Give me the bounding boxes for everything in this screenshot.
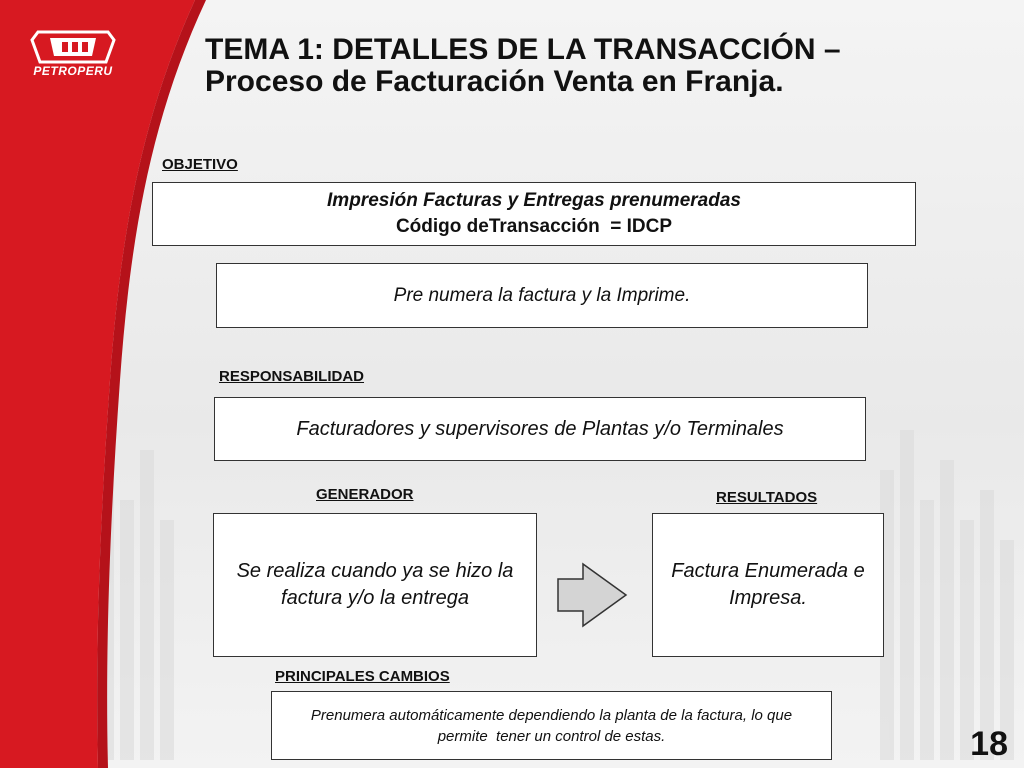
- objetivo-description: Pre numera la factura y la Imprime.: [393, 284, 691, 306]
- logo-text: PETROPERU: [33, 64, 113, 78]
- principales-cambios-text: Prenumera automáticamente dependiendo la planta de la factura, lo que permite tener un control de estas.: [310, 706, 797, 745]
- resultados-label: RESULTADOS: [716, 489, 818, 506]
- generador-label: GENERADOR: [316, 486, 414, 503]
- resultados-box: [652, 513, 884, 657]
- generador-text: Se realiza cuando ya se hizo la factura y/o la entrega: [236, 560, 514, 609]
- objetivo-description-box: [216, 263, 868, 328]
- generador-box: [213, 513, 537, 657]
- responsabilidad-text: Facturadores y supervisores de Plantas y/o Terminales: [296, 417, 784, 440]
- principales-cambios-box: [271, 691, 832, 760]
- principales-cambios-label: PRINCIPALES CAMBIOS: [275, 668, 450, 685]
- objetivo-line2: Código deTransacción = IDCP: [395, 216, 673, 237]
- page-title: TEMA 1: DETALLES DE LA TRANSACCIÓN – Proceso de Facturación Venta en Franja.: [205, 33, 841, 98]
- right-arrow-icon: [555, 562, 629, 628]
- page-number: 18: [970, 725, 1008, 763]
- responsabilidad-label: RESPONSABILIDAD: [219, 368, 365, 385]
- objetivo-box: [152, 182, 916, 246]
- resultados-text: Factura Enumerada e Impresa.: [671, 560, 865, 609]
- objetivo-label: OBJETIVO: [162, 156, 238, 173]
- responsabilidad-box: [214, 397, 866, 461]
- objetivo-line1: Impresión Facturas y Entregas prenumeradas: [327, 190, 741, 211]
